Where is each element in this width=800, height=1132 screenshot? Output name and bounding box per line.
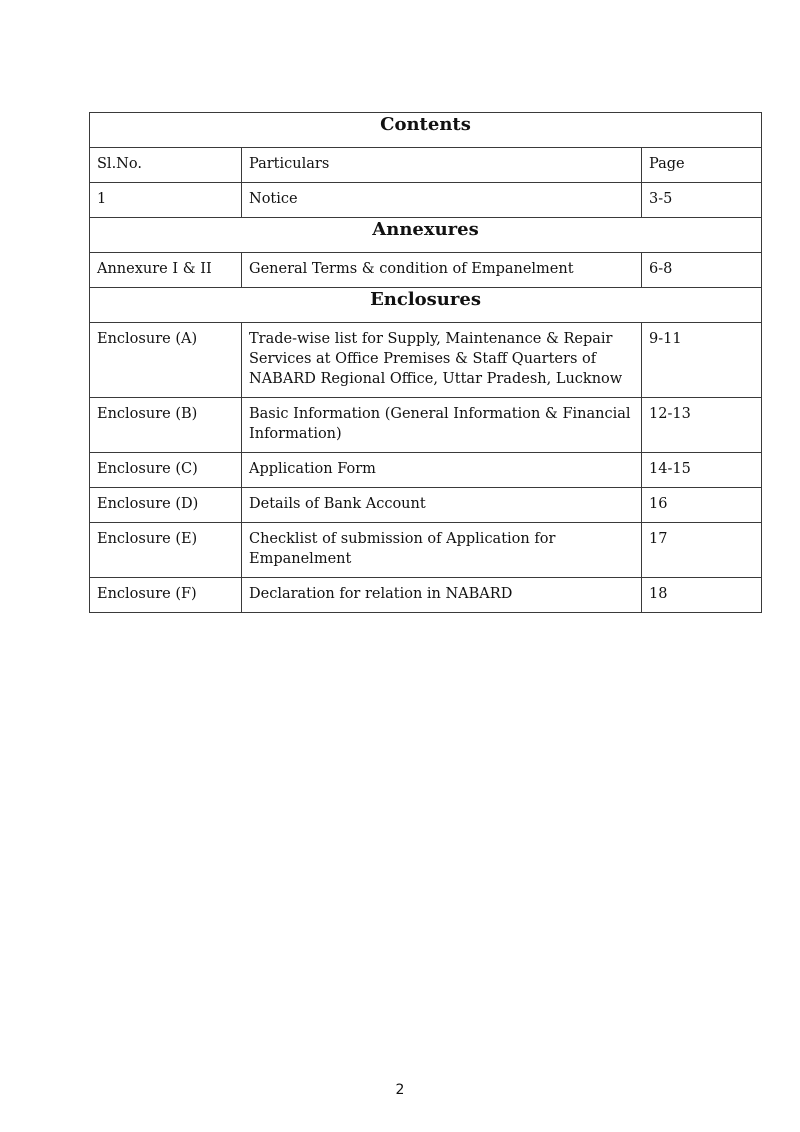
row-particulars: Checklist of submission of Application for Empanelment: [242, 523, 642, 578]
annexures-heading: Annexures: [90, 218, 762, 253]
row-particulars: Trade-wise list for Supply, Maintenance & Repair Services at Office Premises & Staff Quarters of NABARD Regional Office, Uttar Pradesh, Lucknow: [242, 323, 642, 398]
table-row: [90, 488, 762, 523]
row-particulars: Declaration for relation in NABARD: [242, 578, 642, 613]
row-page: 18: [642, 578, 762, 613]
contents-title: Contents: [90, 113, 762, 148]
row-particulars: Basic Information (General Information & Financial Information): [242, 398, 642, 453]
table-row: [90, 323, 762, 398]
row-page: 3-5: [642, 183, 762, 218]
table-row: [90, 578, 762, 613]
table-row: [90, 398, 762, 453]
table-row: [90, 453, 762, 488]
annexures-heading-row: [90, 218, 762, 253]
row-page: 17: [642, 523, 762, 578]
row-particulars: General Terms & condition of Empanelment: [242, 253, 642, 288]
row-particulars: Details of Bank Account: [242, 488, 642, 523]
row-page: 6-8: [642, 253, 762, 288]
row-page: 12-13: [642, 398, 762, 453]
row-slno: Annexure I & II: [90, 253, 242, 288]
row-page: 14-15: [642, 453, 762, 488]
row-slno: Enclosure (B): [90, 398, 242, 453]
enclosures-heading: Enclosures: [90, 288, 762, 323]
header-particulars: Particulars: [242, 148, 642, 183]
contents-title-row: [90, 113, 762, 148]
table-row: [90, 253, 762, 288]
header-row: [90, 148, 762, 183]
table-row: [90, 523, 762, 578]
header-page: Page: [642, 148, 762, 183]
table-row: [90, 183, 762, 218]
row-particulars: Notice: [242, 183, 642, 218]
row-slno: Enclosure (C): [90, 453, 242, 488]
page-number: 2: [395, 1082, 405, 1098]
row-page: 9-11: [642, 323, 762, 398]
row-particulars: Application Form: [242, 453, 642, 488]
contents-table: [89, 112, 762, 613]
enclosures-heading-row: [90, 288, 762, 323]
row-slno: Enclosure (D): [90, 488, 242, 523]
row-slno: Enclosure (A): [90, 323, 242, 398]
row-page: 16: [642, 488, 762, 523]
header-slno: Sl.No.: [90, 148, 242, 183]
row-slno: 1: [90, 183, 242, 218]
row-slno: Enclosure (F): [90, 578, 242, 613]
row-slno: Enclosure (E): [90, 523, 242, 578]
